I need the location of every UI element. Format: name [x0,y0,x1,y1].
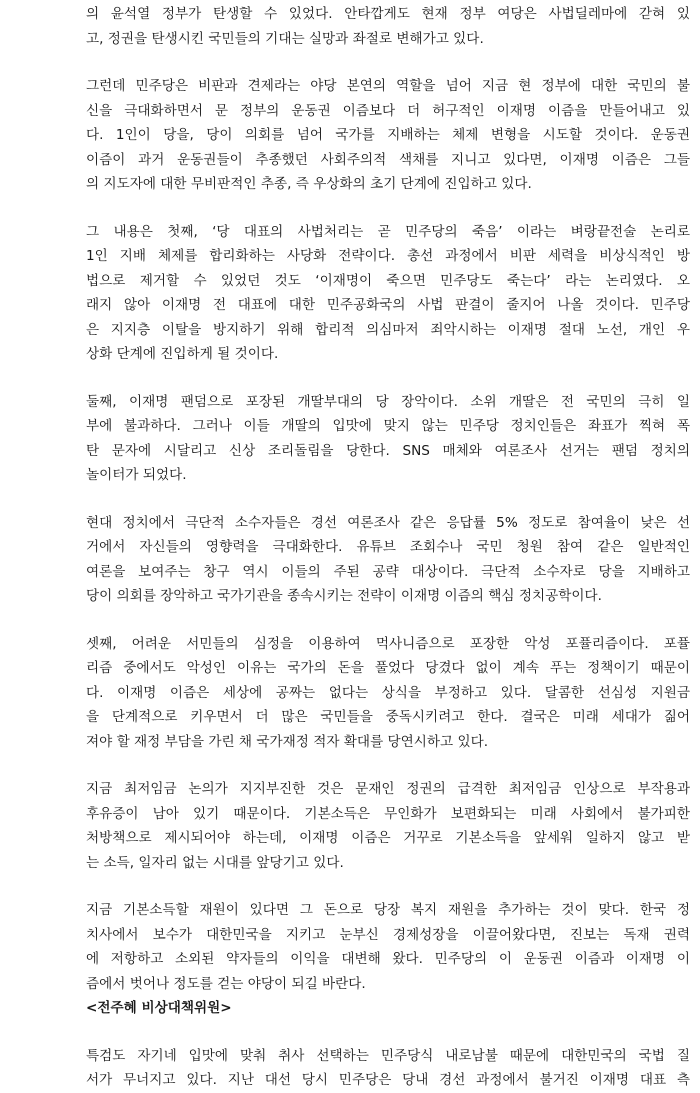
text-line: 다. 1인이 당을, 당이 의회를 넘어 국가를 지배하는 체제 변형을 시도할 것이다. 운동권 [86,127,690,143]
text-line: 탄 문자에 시달리고 신상 조리돌림을 당한다. SNS 매체와 여론조사 선거는 팬덤 정치의 [86,442,690,459]
text-line: 셋째, 어려운 서민들의 심정을 이용하여 먹사니즘으로 포장한 악성 포퓰리즘이다. 포퓰 [86,635,690,652]
text-line: 을 단계적으로 키우면서 더 많은 국민들을 중독시키려고 한다. 결국은 미래 세대가 짊어 [86,709,690,725]
text-line: 지금 최저임금 논의가 지지부진한 것은 문재인 정권의 급격한 최저임금 인상으로 부작용과 [86,781,690,797]
paragraph-7 [86,777,690,875]
text-line: 후유증이 남아 있기 때문이다. 기본소득은 무인화가 보편화되는 미래 사회에서 불가피한 [86,805,690,822]
text-line: 치사에서 보수가 대한민국을 지키고 눈부신 경제성장을 이끌어왔다면, 진보는 독재 권력 [86,926,690,943]
text-line: 다. 이재명 이즘은 세상에 공짜는 없다는 상식을 부정하고 있다. 달콤한 선심성 지원금 [86,684,690,701]
text-line: 법으로 제거할 수 있었던 것도 ‘이재명이 죽으면 민주당도 죽는다’ 라는 논리였다. 오 [86,272,690,289]
text-line: 은 지지층 이탈을 방지하기 위해 합리적 의심마저 죄악시하는 이재명 절대 노선, 개인 우 [86,321,690,338]
text-line: 이즘이 과거 운동권들이 추종했던 사회주의적 색채를 지니고 있다면, 이재명 이즘은 그들 [86,151,690,168]
paragraph-4 [86,390,690,488]
text-line: 처방책으로 제시되어야 하는데, 이재명 이즘은 거꾸로 기본소득을 앞세워 일하지 않고 받 [86,830,690,846]
text-line: 현대 정치에서 극단적 소수자들은 경선 여론조사 같은 응답률 5% 정도로 참여율이 낮은 선 [86,514,690,531]
text-line: 지금 기본소득할 재원이 있다면 그 돈으로 당장 복지 재원을 추가하는 것이 맞다. 한국 정 [86,902,690,918]
text-line: 그런데 민주당은 비판과 견제라는 야당 본연의 역할을 넘어 지금 현 정부에 대한 국민의 불 [86,78,690,94]
paragraph-9 [86,1044,690,1093]
text-line: 의 지도자에 대한 무비판적인 추종, 즉 우상화의 초기 단계에 진입하고 있다. [86,176,532,192]
text-line: 1인 지배 체제를 합리화하는 사당화 전략이다. 총선 과정에서 비판 세력을 비상식적인 방 [86,248,690,264]
paragraph-3 [86,220,690,367]
text-line: 는 소득, 일자리 없는 시대를 앞당기고 있다. [86,854,344,871]
text-line: 져야 할 재정 부담을 가린 채 국가재정 적자 확대를 당연시하고 있다. [86,733,489,750]
text-line: 즘에서 벗어나 정도를 걷는 야당이 되길 바란다. [86,975,366,992]
text-line: 래지 않아 이재명 전 대표에 대한 민주공화국의 사법 판결이 줄지어 나올 것이다. 민주당 [86,297,690,313]
text-line: 의 윤석열 정부가 탄생할 수 있었다. 안타깝게도 현재 정부 여당은 사법딜레마에 갇혀 있 [86,6,690,22]
text-line: 상화 단계에 진입하게 될 것이다. [86,346,279,362]
author-signature: <전주혜 비상대책위원> [86,1000,232,1016]
text-line: 당이 의회를 장악하고 국가기관을 종속시키는 전략이 이재명 이즘의 핵심 정치공학이다. [86,588,602,604]
text-line: 리즘 중에서도 악성인 이유는 국가의 돈을 풀었다 당겼다 없이 계속 푸는 정책이기 때문이 [86,660,690,676]
text-line: 신을 극대화하면서 문 정부의 운동권 이즘보다 더 허구적인 이재명 이즘을 만들어내고 있 [86,102,690,119]
text-line: 고, 정권을 탄생시킨 국민들의 기대는 실망과 좌절로 변해가고 있다. [86,30,484,47]
text-line: 그 내용은 첫째, ‘당 대표의 사법처리는 곧 민주당의 죽음’ 이라는 벼랑끝전술 논리로 [86,223,690,240]
paragraph-8 [86,898,690,996]
paragraph-1 [86,2,690,51]
text-line: 에 저항하고 소외된 약자들의 이익을 대변해 왔다. 민주당의 이 운동권 이즘과 이재명 이 [86,951,690,967]
text-line: 둘째, 이재명 팬덤으로 포장된 개딸부대의 당 장악이다. 소위 개딸은 전 국민의 극히 일 [86,393,690,410]
text-line: 거에서 자신들의 영향력을 극대화한다. 유튜브 조회수나 국민 청원 참여 같은 일반적인 [86,539,690,555]
text-line: 특검도 자기네 입맛에 맞춰 취사 선택하는 민주당식 내로남불 때문에 대한민국의 국법 질 [86,1047,690,1064]
text-line: 놀이터가 되었다. [86,467,187,483]
paragraph-5 [86,511,690,609]
text-line: 여론을 보여주는 창구 역시 이들의 주된 공략 대상이다. 극단적 소수자로 당을 지배하고 [86,563,690,580]
paragraph-2 [86,74,690,197]
text-line: 부에 불과하다. 그러나 이들 개딸의 입맛에 맞지 않는 민주당 정치인들은 좌표가 찍혀 폭 [86,418,690,434]
paragraph-6 [86,632,690,755]
text-line: 서가 무너지고 있다. 지난 대선 당시 민주당은 당내 경선 과정에서 불거진 이재명 대표 측 [86,1072,690,1088]
